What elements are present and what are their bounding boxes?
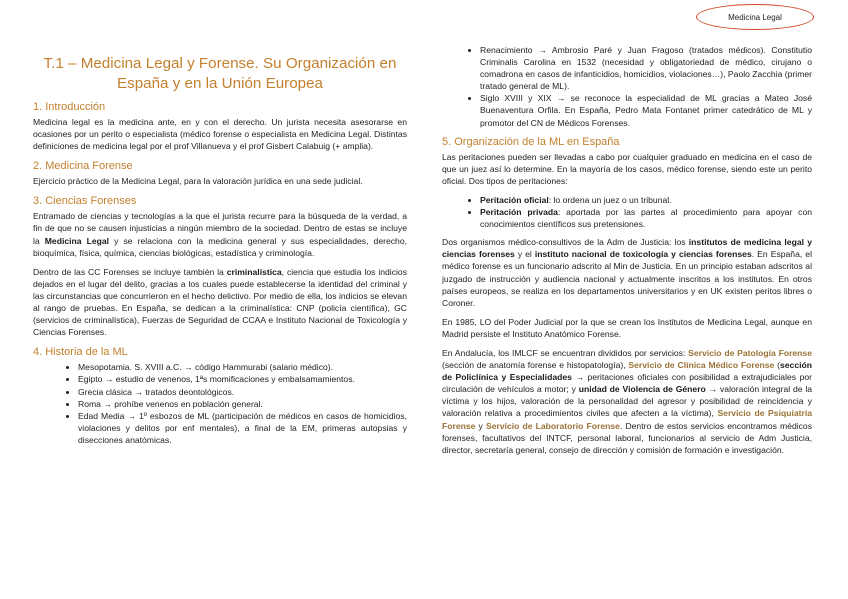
historia-list (33, 361, 407, 446)
list-item: • Grecia clásica → tratados deontológicos. (78, 386, 407, 398)
list-item: • Roma → prohíbe venenos en población general. (78, 398, 407, 410)
right-column (442, 44, 812, 463)
paragraph-peritaciones: Las peritaciones pueden ser llevadas a cabo por cualquier graduado en medicina en el caso de que un juez así lo determine. En la mayoría de los casos, médico forense, siendo este un perito oficial. Dos tipos de peritaciones: (442, 151, 812, 186)
paragraph-medicina-forense: Ejercicio práctico de la Medicina Legal, para la valoración jurídica en una sede judicial. (33, 176, 363, 187)
paragraph-andalucia: En Andalucía, los IMLCF se encuentran divididos por servicios: Servicio de Patología Forense (sección de anatomía forense e histopatología), Servicio de Clínica Médico Forense (sección de Policlínica y Especialidades → peritaciones oficiales con posibilidad a extrajudiciales por circulación de vehículos a motor; y unidad de Violencia de Género → valoración integral de la víctima y los hijos, valoración de la personalidad del agresor y posibilidad de reincidencia y valoración relativa a procedimientos civiles que afecten a la víctima), Servicio de Psiquiatría Forense y Servicio de Laboratorio Forense. Dentro de estos servicios encontramos médicos forenses, facultativos del INTCF, personal laboral, funcionarios al servicio de Adm Justicia, director, secretaría general, consejo de dirección y comisión de formación e investigación. (442, 347, 813, 455)
list-item: • Mesopotamia. S. XVIII a.C. → código Hammurabi (salario médico). (78, 361, 407, 373)
peritaciones-list (442, 194, 812, 230)
heading-organizacion: 5. Organización de la ML en España (442, 135, 620, 148)
list-item: • Peritación privada: aportada por las partes al procedimiento para apoyar con conocimientos científicos sus pretensiones. (480, 206, 812, 230)
paragraph-ciencias-forenses-2: Dentro de las CC Forenses se incluye también la criminalística, ciencia que estudia los indicios dejados en el lugar del delito, gracias a los cuales puede establecerse la identidad del criminal y las circunstancias que concurrieron en el hecho delictivo. Por medio de ella, los indicios se elevan al rango de pruebas. En España, se dedican a la criminalística: CNP (policía científica), GC (servicios de criminalística), Fuerzas de Seguridad de CCAA e Instituto Nacional de Toxicología y Ciencias Forenses. (33, 266, 407, 338)
list-item: • Peritación oficial: lo ordena un juez o un tribunal. (480, 194, 812, 206)
list-item: • Edad Media → 1º esbozos de ML (participación de médicos en casos de homicidios, violaciones y delitos por enf mentales), a final de la EM, primeras autopsias y disecciones anatómicas. (78, 410, 407, 446)
header-badge: Medicina Legal (696, 4, 814, 30)
heading-ciencias-forenses: 3. Ciencias Forenses (33, 195, 137, 208)
historia-list-continued (442, 44, 812, 129)
paragraph-organismos: Dos organismos médico-consultivos de la Adm de Justicia: los institutos de medicina legal y ciencias forenses y el instituto nacional de toxicología y ciencias forenses. En España, el médico forense es un funcionario adscrito al Min de Justicia. En un principio estaban adscritos al juzgado de instrucción y audiencia nacional y actualmente inscritos a los institutos. En otros países europeos, se realiza en los departamentos universitarios y en UK existen peritos libres o Coroner. (442, 237, 812, 308)
heading-historia: 4. Historia de la ML (33, 346, 128, 359)
left-column (33, 54, 407, 452)
heading-medicina-forense: 2. Medicina Forense (33, 160, 133, 173)
paragraph-ciencias-forenses-1: Entramado de ciencias y tecnologías a la que el jurista recurre para la búsqueda de la verdad, a fin de que no se causen injusticias a ningún miembro de la sociedad. Dentro de estas se incluye la Medicina Legal y se relaciona con la medicina general y sus especialidades, derecho, bioquímica, física, química, ciencias biológicas, estadística y criminología. (33, 211, 408, 258)
paragraph-introduccion: Medicina legal es la medicina ante, en y con el derecho. Un jurista necesita asesorarse en ocasiones por un perito o especialista (médico forense o especialista en Medicina Legal. Distintas definiciones de medicina legal por el prof Villanueva y el prof Gisbert Calabuig (+ amplia). (33, 117, 407, 152)
heading-introduccion: 1. Introducción (33, 101, 106, 113)
list-item: • Siglo XVIII y XIX → se reconoce la especialidad de ML gracias a Mateo José Buenaventura Orfila. En España, Pedro Mata Fontanet primer catedrático de ML y promotor del CN de Médicos Forenses. (480, 92, 812, 128)
list-item: • Egipto → estudio de venenos, 1ªs momificaciones y embalsamamientos. (78, 373, 407, 385)
document-title: T.1 – Medicina Legal y Forense. Su Organización en España y en la Unión Europea (43, 55, 397, 92)
list-item: • Renacimiento → Ambrosio Paré y Juan Fragoso (tratados médicos). Constitutio Criminalis Carolina en 1532 (necesidad y obligatoriedad de médico, cirujano o comadrona en casos de infanticidios, homicidios, violaciones…), Paolo Zacchia (primer tratado general de ML). (480, 44, 812, 92)
paragraph-1985: En 1985, LO del Poder Judicial por la que se crean los Institutos de Medicina Legal, aunque en Madrid persiste el Instituto Anatómico Forense. (442, 316, 812, 339)
